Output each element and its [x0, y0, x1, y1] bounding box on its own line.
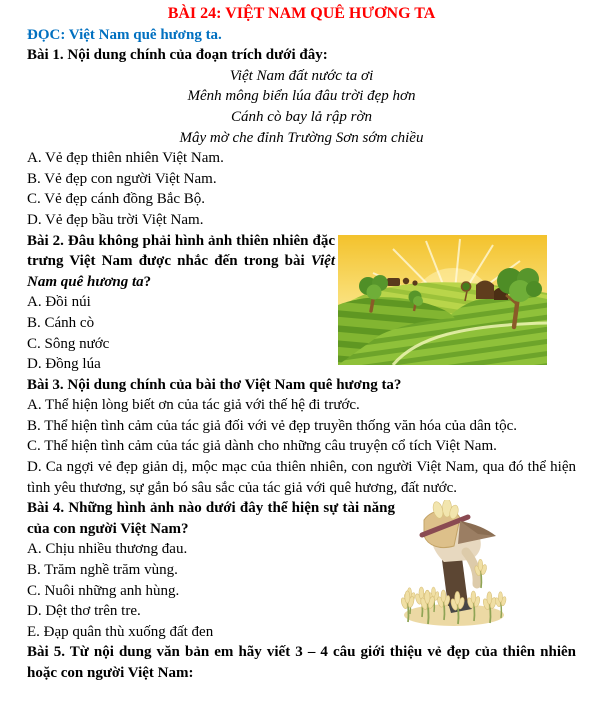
farmer-harvesting-illustration — [398, 500, 512, 630]
option-b: B. Cánh cò — [27, 314, 95, 331]
exercise3-heading: Bài 3. Nội dung chính của bài thơ Việt Nam quê hương ta? — [27, 376, 402, 393]
reading-heading: ĐỌC: Việt Nam quê hương ta. — [27, 26, 222, 43]
option-b: B. Thể hiện tình cảm của tác giả đối với vẻ đẹp truyền thống văn hóa của dân tộc. — [27, 417, 518, 434]
exercise2-options — [27, 292, 335, 374]
farm-fields-illustration — [338, 235, 547, 365]
page-title: BÀI 24: VIỆT NAM QUÊ HƯƠNG TA — [167, 5, 436, 22]
exercise1-options — [27, 148, 576, 230]
exercise2-heading-italic: Việt Nam quê hương ta — [27, 253, 335, 290]
option-e: E. Đạp quân thù xuống đất đen — [27, 623, 214, 640]
option-d: D. Dệt thơ trên tre. — [27, 603, 141, 620]
exercise-4 — [27, 498, 576, 642]
exercise5-heading: Bài 5. Từ nội dung văn bản em hãy viết 3 – 4 câu giới thiệu vẻ đẹp của thiên nhiên hoặc con người Việt Nam: — [27, 644, 576, 681]
option-c: C. Sông nước — [27, 335, 110, 352]
poem-line: Mênh mông biển lúa đâu trời đẹp hơn — [187, 88, 416, 105]
option-c: C. Vẻ đẹp cánh đồng Bắc Bộ. — [27, 191, 206, 208]
exercise4-heading: Bài 4. Những hình ảnh nào dưới đây thể hiện sự tài năng của con người Việt Nam? — [27, 500, 395, 537]
exercise-2 — [27, 231, 576, 375]
exercise2-heading — [27, 231, 335, 293]
option-b: B. Vẻ đẹp con người Việt Nam. — [27, 170, 217, 187]
option-d: D. Vẻ đẹp bầu trời Việt Nam. — [27, 211, 204, 228]
exercise4-text — [27, 498, 395, 642]
exercise3-options — [27, 395, 576, 498]
exercise4-options — [27, 539, 395, 642]
option-d: D. Ca ngợi vẻ đẹp giản dị, mộc mạc của thiên nhiên, con người Việt Nam, qua đó thể hiện tình yêu thương, sự gắn bó sâu sắc của tác giả với quê hương, đất nước. — [27, 459, 576, 496]
poem-line: Cánh cò bay lả rập rờn — [231, 108, 372, 125]
option-c: C. Thể hiện tình cảm của tác giả dành cho những câu truyện cổ tích Việt Nam. — [27, 438, 497, 455]
option-d: D. Đồng lúa — [27, 356, 101, 373]
option-c: C. Nuôi những anh hùng. — [27, 582, 180, 599]
option-b: B. Trăm nghề trăm vùng. — [27, 562, 178, 579]
exercise2-heading-suffix: ? — [143, 273, 152, 290]
option-a: A. Thể hiện lòng biết ơn của tác giả với thế hệ đi trước. — [27, 397, 360, 414]
option-a: A. Vẻ đẹp thiên nhiên Việt Nam. — [27, 150, 224, 167]
exercise1-heading: Bài 1. Nội dung chính của đoạn trích dưới đây: — [27, 47, 328, 64]
exercise2-heading-prefix: Bài 2. Đâu không phải hình ảnh thiên nhiên đặc trưng Việt Nam được nhắc đến trong bài — [27, 232, 335, 270]
poem-line: Việt Nam đất nước ta ơi — [229, 67, 374, 84]
exercise-5 — [27, 642, 576, 683]
exercise-3 — [27, 375, 576, 499]
option-a: A. Đồi núi — [27, 294, 91, 311]
poem — [27, 66, 576, 148]
option-a: A. Chịu nhiều thương đau. — [27, 541, 188, 558]
exercise2-text — [27, 231, 335, 375]
poem-line: Mây mờ che đỉnh Trường Sơn sớm chiều — [179, 129, 424, 146]
exercise-1 — [27, 45, 576, 230]
